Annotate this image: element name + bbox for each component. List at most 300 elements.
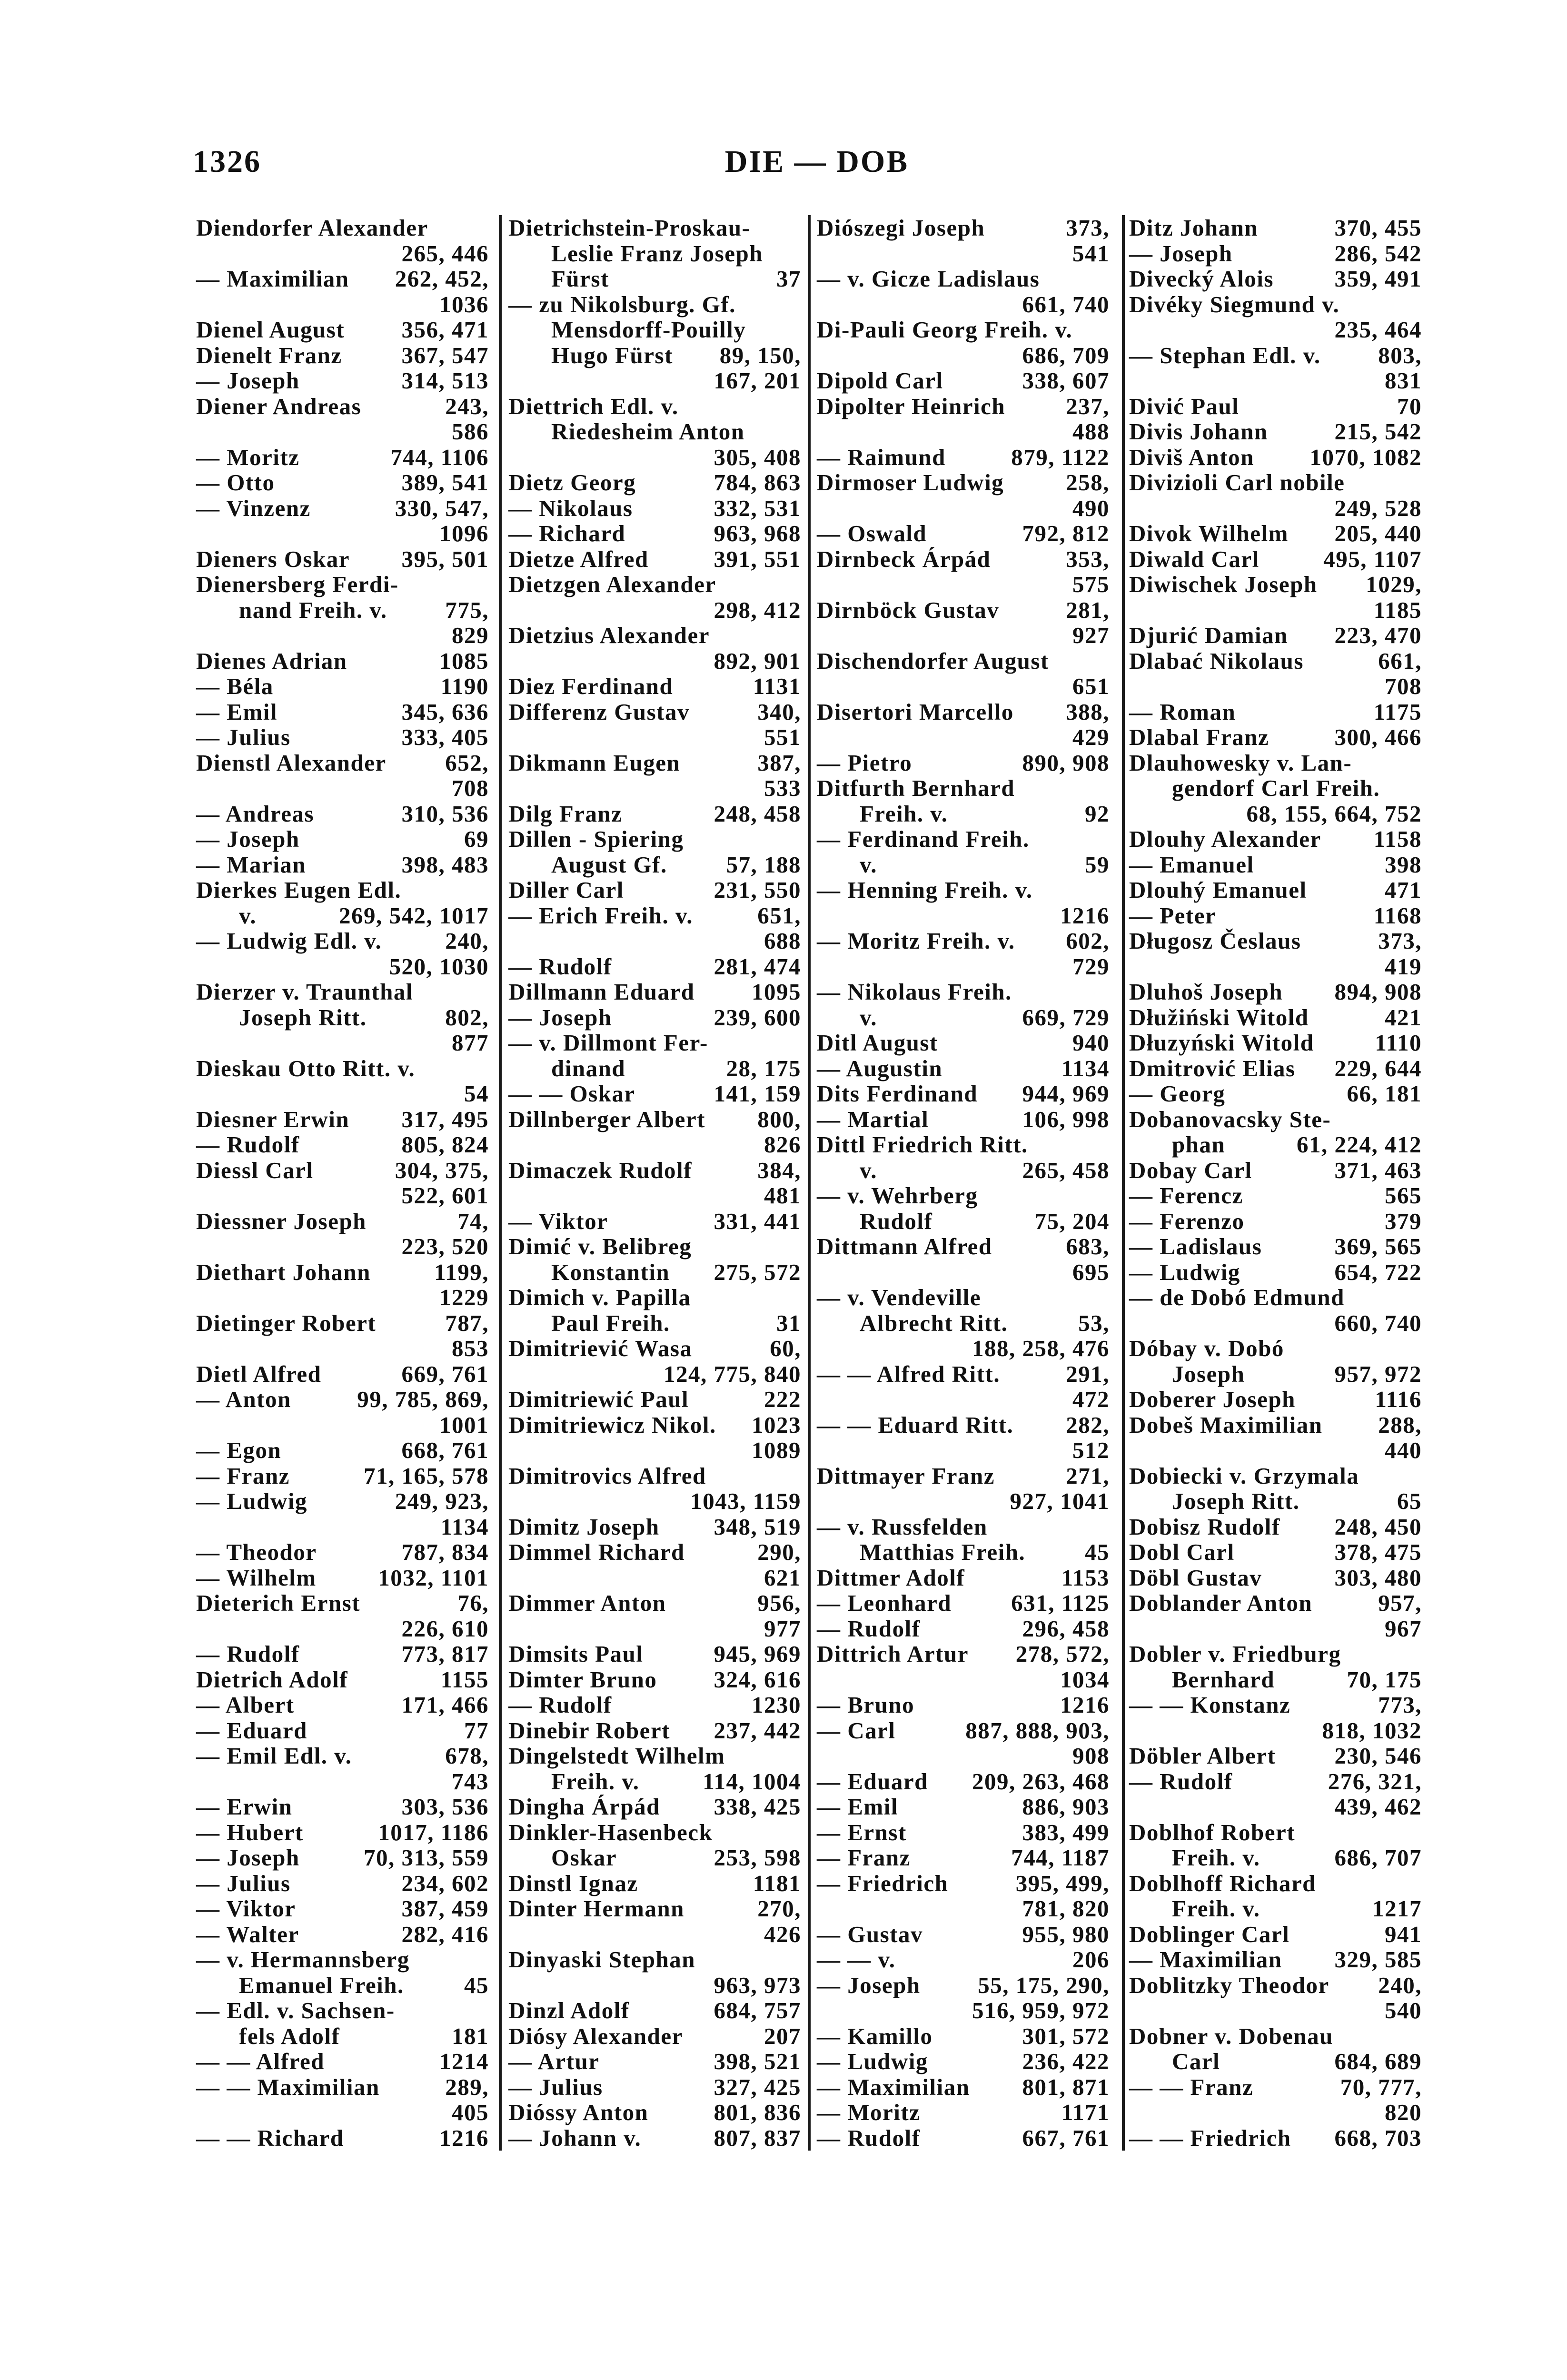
- entry-page-numbers: 941: [1385, 1921, 1422, 1947]
- index-entry-line: [196, 521, 489, 546]
- entry-name: Matthias Freih.: [860, 1539, 1026, 1565]
- index-entry-line: [508, 266, 801, 292]
- entry-name: — Oswald: [817, 520, 927, 546]
- entry-name: Dimić v. Belibreg: [508, 1233, 692, 1259]
- index-entry-line: [508, 826, 801, 852]
- entry-page-numbers: 253, 598: [714, 1844, 801, 1871]
- entry-page-numbers: 945, 969: [714, 1641, 801, 1667]
- entry-page-numbers: 370, 455: [1334, 215, 1422, 241]
- entry-page-numbers: 1110: [1375, 1030, 1422, 1056]
- entry-name: — Emil: [196, 698, 278, 725]
- entry-name: Dlouhy Alexander: [1129, 826, 1321, 852]
- entry-page-numbers: 892, 901: [714, 647, 801, 674]
- index-entry-line: [508, 2049, 801, 2074]
- entry-name: — — Eduard Ritt.: [817, 1411, 1014, 1438]
- entry-name: — Marian: [196, 851, 307, 878]
- index-entry-line: [817, 2100, 1110, 2125]
- index-entry-line: [508, 750, 801, 776]
- entry-page-numbers: 240,: [1378, 1972, 1422, 1998]
- index-entry-line: [196, 1718, 489, 1744]
- index-entry-line: [196, 1896, 489, 1922]
- entry-name: — Erich Freih. v.: [508, 902, 693, 929]
- entry-name: Doblitzky Theodor: [1129, 1972, 1329, 1998]
- entry-name: Dimsits Paul: [508, 1641, 644, 1667]
- entry-name: Dillmann Eduard: [508, 979, 695, 1005]
- entry-page-numbers: 333, 405: [401, 724, 489, 750]
- index-entry-line: [196, 2074, 489, 2100]
- entry-page-numbers: 1085: [439, 647, 489, 674]
- index-entry-line: [1129, 368, 1422, 394]
- index-entry-line: [508, 623, 801, 648]
- index-entry-line: [508, 1973, 801, 1998]
- index-entry-line: [196, 1412, 489, 1438]
- entry-page-numbers: 59: [1085, 851, 1110, 878]
- entry-page-numbers: 853: [452, 1335, 489, 1361]
- entry-name: — Johann v.: [508, 2124, 642, 2151]
- index-entry-line: [196, 394, 489, 419]
- entry-page-numbers: 957, 972: [1334, 1360, 1422, 1387]
- entry-name: Ditl August: [817, 1030, 938, 1056]
- entry-page-numbers: 977: [764, 1615, 801, 1642]
- entry-name: — Ernst: [817, 1819, 907, 1845]
- index-entry-line: [817, 1794, 1110, 1820]
- entry-page-numbers: 239, 600: [714, 1004, 801, 1031]
- entry-name: Dimitrovics Alfred: [508, 1462, 706, 1489]
- index-entry-line: [196, 241, 489, 267]
- entry-name: Dobiecki v. Grzymala: [1129, 1462, 1359, 1489]
- entry-page-numbers: 114, 1004: [703, 1768, 801, 1795]
- entry-name: Diwald Carl: [1129, 545, 1260, 572]
- index-entry-line: [1129, 1769, 1422, 1795]
- index-entry-line: [508, 852, 801, 878]
- index-entry-line: [1129, 877, 1422, 903]
- entry-page-numbers: 229, 644: [1334, 1055, 1422, 1081]
- entry-name: v.: [860, 851, 878, 878]
- entry-page-numbers: 338, 607: [1022, 367, 1110, 394]
- entry-name: — Maximilian: [1129, 1946, 1282, 1973]
- index-entry-line: [196, 546, 489, 572]
- entry-page-numbers: 944, 969: [1022, 1081, 1110, 1107]
- index-entry-line: [1129, 1132, 1422, 1158]
- index-columns: [196, 215, 1567, 2151]
- entry-name: — Rudolf: [508, 1692, 612, 1718]
- index-entry-line: [817, 317, 1110, 343]
- entry-page-numbers: 1036: [439, 291, 489, 317]
- index-entry-line: [508, 1488, 801, 1514]
- index-entry-line: [1129, 674, 1422, 699]
- entry-name: — Joseph: [196, 826, 300, 852]
- entry-page-numbers: 1134: [440, 1513, 489, 1540]
- entry-page-numbers: 894, 908: [1334, 979, 1422, 1005]
- entry-page-numbers: 879, 1122: [1011, 444, 1110, 470]
- entry-name: Dinter Hermann: [508, 1895, 684, 1922]
- entry-name: Divizioli Carl nobile: [1129, 469, 1345, 496]
- entry-page-numbers: 886, 903: [1022, 1794, 1110, 1820]
- entry-name: Dipold Carl: [817, 367, 943, 394]
- index-entry-line: [196, 368, 489, 394]
- entry-page-numbers: 661,: [1378, 647, 1422, 674]
- entry-page-numbers: 310, 536: [401, 800, 489, 827]
- entry-page-numbers: 298, 412: [714, 596, 801, 623]
- entry-page-numbers: 389, 541: [401, 469, 489, 496]
- entry-page-numbers: 429: [1072, 724, 1110, 750]
- entry-name: — — Oskar: [508, 1081, 635, 1107]
- index-entry-line: [196, 1387, 489, 1412]
- entry-name: Divis Johann: [1129, 418, 1268, 445]
- entry-name: — Ludwig: [817, 2048, 928, 2074]
- entry-page-numbers: 367, 547: [401, 342, 489, 368]
- index-entry-line: [817, 775, 1110, 801]
- entry-page-numbers: 70, 313, 559: [364, 1844, 489, 1871]
- index-entry-line: [196, 445, 489, 470]
- entry-page-numbers: 340,: [757, 698, 801, 725]
- entry-page-numbers: 249, 923,: [395, 1488, 489, 1514]
- entry-page-numbers: 957,: [1378, 1590, 1422, 1616]
- index-entry-line: [817, 394, 1110, 419]
- index-entry-line: [508, 1616, 801, 1642]
- index-entry-line: [817, 1998, 1110, 2023]
- entry-page-numbers: 378, 475: [1334, 1539, 1422, 1565]
- entry-name: Djurić Damian: [1129, 622, 1288, 648]
- entry-name: — Rudolf: [1129, 1768, 1233, 1795]
- entry-name: — Peter: [1129, 902, 1217, 929]
- entry-page-numbers: 668, 703: [1334, 2124, 1422, 2151]
- entry-page-numbers: 787, 834: [401, 1539, 489, 1565]
- entry-page-numbers: 488: [1072, 418, 1110, 445]
- index-entry-line: [817, 572, 1110, 597]
- entry-page-numbers: 1043, 1159: [690, 1488, 801, 1514]
- index-entry-line: [817, 1081, 1110, 1107]
- entry-page-numbers: 262, 452,: [395, 266, 489, 292]
- entry-name: — Emil: [817, 1794, 898, 1820]
- entry-page-numbers: 65: [1397, 1488, 1422, 1514]
- index-entry-line: [1129, 572, 1422, 597]
- entry-name: Joseph: [1172, 1360, 1245, 1387]
- index-entry-line: [1129, 928, 1422, 954]
- entry-name: Diesner Erwin: [196, 1106, 350, 1132]
- index-entry-line: [196, 1209, 489, 1234]
- entry-name: Dimich v. Papilla: [508, 1284, 691, 1310]
- entry-name: — v. Vendeville: [817, 1284, 982, 1310]
- entry-page-numbers: 800,: [757, 1106, 801, 1132]
- entry-page-numbers: 708: [452, 775, 489, 801]
- index-entry-line: [508, 979, 801, 1005]
- entry-page-numbers: 801, 871: [1022, 2073, 1110, 2100]
- entry-page-numbers: 276, 321,: [1328, 1768, 1422, 1795]
- entry-page-numbers: 472: [1072, 1386, 1110, 1412]
- entry-name: — Ladislaus: [1129, 1233, 1262, 1259]
- index-entry-line: [508, 1794, 801, 1820]
- index-entry-line: [1129, 1794, 1422, 1820]
- entry-name: Dobay Carl: [1129, 1157, 1252, 1183]
- index-entry-line: [196, 1794, 489, 1820]
- entry-name: Dióssy Anton: [508, 2099, 649, 2125]
- entry-page-numbers: 296, 458: [1022, 1615, 1110, 1642]
- index-entry-line: [817, 266, 1110, 292]
- entry-name: — Joseph: [196, 367, 300, 394]
- entry-name: — Rudolf: [196, 1641, 300, 1667]
- entry-name: Dilg Franz: [508, 800, 623, 827]
- entry-page-numbers: 237,: [1066, 393, 1110, 419]
- entry-page-numbers: 75, 204: [1034, 1208, 1110, 1234]
- index-entry-line: [1129, 2100, 1422, 2125]
- entry-name: — Nikolaus: [508, 495, 633, 521]
- entry-name: Długosz Česlaus: [1129, 928, 1301, 954]
- entry-page-numbers: 419: [1385, 953, 1422, 980]
- entry-name: — Moritz: [817, 2099, 921, 2125]
- entry-page-numbers: 226, 610: [401, 1615, 489, 1642]
- entry-page-numbers: 781, 820: [1022, 1895, 1110, 1922]
- entry-page-numbers: 71, 165, 578: [364, 1462, 489, 1489]
- entry-name: — Ludwig Edl. v.: [196, 928, 382, 954]
- entry-name: Emanuel Freih.: [239, 1972, 404, 1998]
- entry-page-numbers: 688: [764, 928, 801, 954]
- entry-name: Joseph Ritt.: [1172, 1488, 1300, 1514]
- entry-name: Carl: [1172, 2048, 1220, 2074]
- index-entry-line: [196, 1081, 489, 1107]
- entry-name: Dillnberger Albert: [508, 1106, 705, 1132]
- entry-name: — Joseph: [817, 1972, 921, 1998]
- index-entry-line: [508, 724, 801, 750]
- index-entry-line: [817, 445, 1110, 470]
- entry-name: Dobner v. Dobenau: [1129, 2023, 1333, 2049]
- index-entry-line: [196, 775, 489, 801]
- index-entry-line: [817, 1234, 1110, 1259]
- entry-page-numbers: 45: [1085, 1539, 1110, 1565]
- entry-page-numbers: 1175: [1373, 698, 1422, 725]
- entry-page-numbers: 301, 572: [1022, 2023, 1110, 2049]
- entry-name: — Ferencz: [1129, 1182, 1243, 1209]
- index-entry-line: [817, 2074, 1110, 2100]
- index-entry-line: [508, 1463, 801, 1489]
- entry-page-numbers: 1181: [753, 1870, 801, 1896]
- entry-name: — Rudolf: [817, 2124, 921, 2151]
- index-entry-line: [196, 2023, 489, 2049]
- entry-name: Oskar: [551, 1844, 617, 1871]
- entry-page-numbers: 369, 565: [1334, 1233, 1422, 1259]
- index-entry-line: [508, 928, 801, 954]
- entry-page-numbers: 1034: [1060, 1666, 1110, 1693]
- index-entry-line: [1129, 1310, 1422, 1336]
- entry-page-numbers: 384,: [757, 1157, 801, 1183]
- entry-name: Dittl Friedrich Ritt.: [817, 1131, 1028, 1158]
- entry-page-numbers: 353,: [1066, 545, 1110, 572]
- entry-page-numbers: 1095: [752, 979, 801, 1005]
- index-entry-line: [817, 215, 1110, 241]
- entry-name: — Raimund: [817, 444, 946, 470]
- entry-name: Leslie Franz Joseph: [551, 240, 763, 267]
- entry-name: Dienes Adrian: [196, 647, 347, 674]
- index-entry-line: [196, 496, 489, 521]
- entry-name: — Martial: [817, 1106, 929, 1132]
- index-entry-line: [508, 1234, 801, 1259]
- entry-name: August Gf.: [551, 851, 667, 878]
- entry-name: Ditz Johann: [1129, 215, 1259, 241]
- entry-page-numbers: 305, 408: [714, 444, 801, 470]
- index-entry-line: [508, 1132, 801, 1158]
- entry-page-numbers: 1171: [1061, 2099, 1110, 2125]
- entry-name: Dlouhý Emanuel: [1129, 877, 1307, 903]
- index-entry-line: [1129, 1336, 1422, 1361]
- entry-name: — Edl. v. Sachsen-: [196, 1997, 395, 2023]
- index-entry-line: [508, 1845, 801, 1871]
- index-entry-line: [1129, 1718, 1422, 1744]
- entry-page-numbers: 37: [776, 266, 801, 292]
- entry-page-numbers: 398: [1385, 851, 1422, 878]
- entry-page-numbers: 303, 480: [1334, 1564, 1422, 1591]
- index-entry-line: [508, 546, 801, 572]
- entry-page-numbers: 955, 980: [1022, 1921, 1110, 1947]
- index-entry-line: [508, 1947, 801, 1973]
- entry-page-numbers: 1089: [752, 1437, 801, 1463]
- entry-page-numbers: 940: [1072, 1030, 1110, 1056]
- entry-name: — v. Wehrberg: [817, 1182, 978, 1209]
- index-entry-line: [196, 1769, 489, 1795]
- entry-page-numbers: 908: [1072, 1743, 1110, 1769]
- index-entry-line: [1129, 775, 1422, 801]
- entry-name: Freih. v.: [1172, 1895, 1260, 1922]
- index-entry-line: [508, 1209, 801, 1234]
- index-entry-line: [817, 1667, 1110, 1693]
- index-entry-line: [1129, 1590, 1422, 1616]
- index-entry-line: [196, 292, 489, 317]
- index-entry-line: [508, 1030, 801, 1056]
- index-entry-line: [1129, 215, 1422, 241]
- index-entry-line: [1129, 1692, 1422, 1718]
- entry-name: Rudolf: [860, 1208, 933, 1234]
- entry-page-numbers: 282, 416: [401, 1921, 489, 1947]
- entry-page-numbers: 373,: [1066, 215, 1110, 241]
- entry-name: Dirnböck Gustav: [817, 596, 1000, 623]
- index-entry-line: [1129, 266, 1422, 292]
- entry-name: — v. Hermannsberg: [196, 1946, 410, 1973]
- index-entry-line: [508, 1667, 801, 1693]
- index-entry-line: [1129, 1922, 1422, 1947]
- index-entry-line: [196, 343, 489, 368]
- entry-page-numbers: 669, 761: [401, 1360, 489, 1387]
- entry-name: — — Franz: [1129, 2073, 1254, 2100]
- entry-page-numbers: 223, 470: [1334, 622, 1422, 648]
- index-entry-line: [1129, 1514, 1422, 1540]
- index-entry-line: [817, 1896, 1110, 1922]
- index-entry-line: [508, 699, 801, 725]
- index-entry-line: [196, 1590, 489, 1616]
- entry-name: Dmitrović Elias: [1129, 1055, 1296, 1081]
- column-divider: [808, 215, 811, 2151]
- entry-page-numbers: 1070, 1082: [1309, 444, 1422, 470]
- index-entry-line: [1129, 1743, 1422, 1769]
- index-entry-line: [508, 470, 801, 496]
- index-entry-line: [196, 266, 489, 292]
- index-entry-line: [196, 1234, 489, 1259]
- entry-page-numbers: 77: [464, 1717, 489, 1744]
- entry-name: — — Richard: [196, 2124, 344, 2151]
- index-entry-line: [817, 1514, 1110, 1540]
- index-entry-line: [817, 954, 1110, 980]
- entry-name: — Moritz: [196, 444, 300, 470]
- entry-page-numbers: 792, 812: [1022, 520, 1110, 546]
- entry-page-numbers: 141, 159: [714, 1081, 801, 1107]
- entry-name: Doberer Joseph: [1129, 1386, 1296, 1412]
- entry-page-numbers: 744, 1106: [390, 444, 489, 470]
- entry-name: Diósy Alexander: [508, 2023, 683, 2049]
- entry-name: — Maximilian: [196, 266, 349, 292]
- entry-name: Dienstl Alexander: [196, 749, 387, 776]
- index-entry-line: [508, 1692, 801, 1718]
- entry-page-numbers: 684, 689: [1334, 2048, 1422, 2074]
- entry-page-numbers: 541: [1072, 240, 1110, 267]
- entry-name: — Richard: [508, 520, 626, 546]
- entry-name: Divéky Siegmund v.: [1129, 291, 1340, 317]
- entry-page-numbers: 205, 440: [1334, 520, 1422, 546]
- index-entry-line: [196, 877, 489, 903]
- entry-page-numbers: 820: [1385, 2099, 1422, 2125]
- entry-name: Diessner Joseph: [196, 1208, 367, 1234]
- index-entry-line: [508, 1769, 801, 1795]
- index-entry-line: [1129, 1183, 1422, 1209]
- index-entry-line: [817, 852, 1110, 878]
- index-entry-line: [196, 1488, 489, 1514]
- entry-name: — Emanuel: [1129, 851, 1254, 878]
- index-entry-line: [817, 1107, 1110, 1132]
- entry-name: gendorf Carl Freih.: [1172, 775, 1380, 801]
- entry-page-numbers: 668, 761: [401, 1437, 489, 1463]
- index-entry-line: [1129, 1030, 1422, 1056]
- entry-name: — Joseph: [196, 1844, 300, 1871]
- index-entry-line: [196, 1463, 489, 1489]
- index-entry-line: [196, 1565, 489, 1591]
- index-column-3: [817, 215, 1110, 2151]
- entry-page-numbers: 291,: [1066, 1360, 1110, 1387]
- entry-page-numbers: 1158: [1373, 826, 1422, 852]
- entry-page-numbers: 387,: [757, 749, 801, 776]
- entry-page-numbers: 345, 636: [401, 698, 489, 725]
- entry-name: Dimitriewicz Nikol.: [508, 1411, 716, 1438]
- entry-page-numbers: 1199,: [434, 1259, 489, 1285]
- entry-name: Dits Ferdinand: [817, 1081, 978, 1107]
- entry-page-numbers: 359, 491: [1334, 266, 1422, 292]
- index-entry-line: [1129, 1387, 1422, 1412]
- index-entry-line: [508, 1820, 801, 1845]
- entry-name: Dluhoš Joseph: [1129, 979, 1283, 1005]
- entry-page-numbers: 290,: [757, 1539, 801, 1565]
- entry-page-numbers: 371, 463: [1334, 1157, 1422, 1183]
- entry-page-numbers: 565: [1385, 1182, 1422, 1209]
- entry-page-numbers: 490: [1072, 495, 1110, 521]
- entry-page-numbers: 236, 422: [1022, 2048, 1110, 2074]
- index-entry-line: [1129, 1259, 1422, 1285]
- entry-name: Dietinger Robert: [196, 1309, 377, 1336]
- index-entry-line: [817, 979, 1110, 1005]
- entry-name: — Egon: [196, 1437, 282, 1463]
- index-entry-line: [508, 1641, 801, 1667]
- index-entry-line: [196, 1183, 489, 1209]
- index-entry-line: [1129, 648, 1422, 674]
- entry-page-numbers: 348, 519: [714, 1513, 801, 1540]
- index-entry-line: [817, 1641, 1110, 1667]
- entry-name: Dinyaski Stephan: [508, 1946, 696, 1973]
- entry-name: — Albert: [196, 1692, 295, 1718]
- entry-name: — — Alfred Ritt.: [817, 1360, 1001, 1387]
- index-entry-line: [817, 1488, 1110, 1514]
- entry-page-numbers: 533: [764, 775, 801, 801]
- index-entry-line: [196, 903, 489, 929]
- index-entry-line: [508, 317, 801, 343]
- index-entry-line: [196, 699, 489, 725]
- index-entry-line: [508, 801, 801, 827]
- index-entry-line: [817, 903, 1110, 929]
- entry-page-numbers: 330, 547,: [395, 495, 489, 521]
